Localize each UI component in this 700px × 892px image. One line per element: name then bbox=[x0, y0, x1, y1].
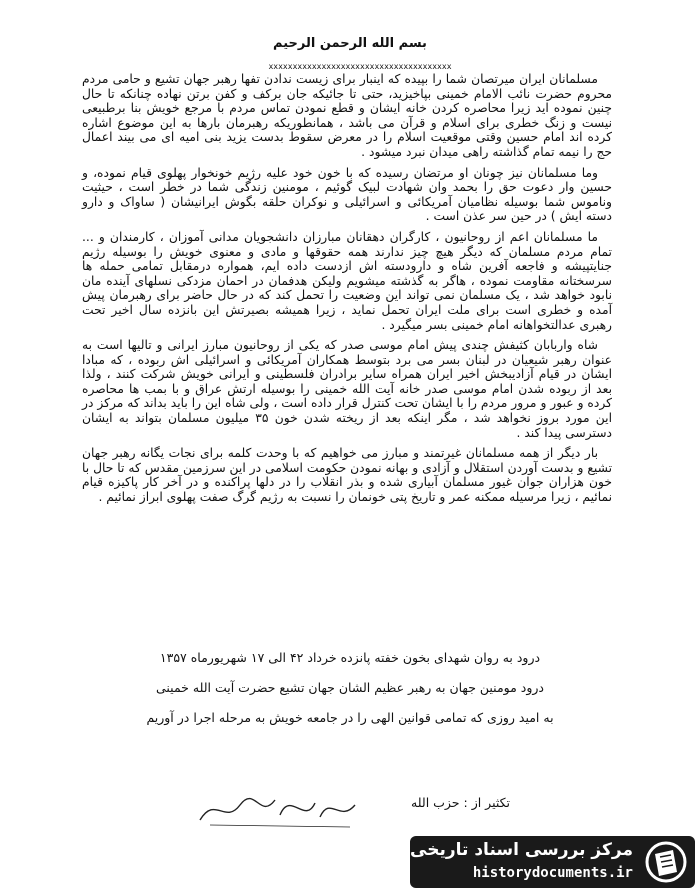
paragraph: شاه واربابان کثیفش چندی پیش امام موسی صدر که یکی از روحانیون مبارز ایرانی و تالیها است به عنوان رهبر شیعیان در لبنان بسر می برد بتوسط همکاران آمریکائی و اسرائیلی اش ربوده ، که مبادا ایشان در قیام آزادیبخش اخیر ایران همراه سایر برادران فلسطینی و ایرانی خویش شرکت کنند ، ولذا بعد از ربوده شدن امام موسی صدر خانه آیت الله خمینی را بوسیله ارتش عراق و با بمب ها محاصره کرده و عبور و مرور مردم را با ایشان تحت کنترل قرار داده است ، ولی شاه این را باید بداند که مرکز در این مورد بروز نخواهد شد ، مگر اینکه بعد از ریخته شدن خون ۳۵ میلیون مسلمان بتواند به ایشان دسترسی پیدا کند . bbox=[82, 338, 612, 440]
paragraph: ما مسلمانان اعم از روحانیون ، کارگران دهقانان مبارزان دانشجویان مدانی آموزان ، کارمندان و ... تمام مردم مسلمان که دیگر هیچ چیز ندارند همه حقوقها و مادی و معنوی خویش را بوسیله رژیم جنایتپیشه و فاجعه آفرین شاه و دارودسته اش ازدست داده ایم، همواره درمقابل تمامی حمله ها سرسختانه مقاومت نموده ، هاگر به گذشته میشویم ولیکن هدفمان در احمان مزدکی نسلهای آینده مان نابود خواهد شد ، یک مسلمان نمی تواند این وضعیت را تحمل کند که در حال حاضر برای رهبرمان پیش آمده و خطری است برای ملت ایران تحمل نماید ، زیرا همیشه بصیرتش این بانزده سال اخیر تحت رهبری عدالتخواهانه امام خمینی بسر میگیرد . bbox=[82, 229, 612, 332]
archive-emblem-icon bbox=[643, 840, 689, 884]
closing-line: به امید روزی که تمامی قوانین الهی را در جامعه خویش به مرحله اجرا در آوریم bbox=[146, 710, 554, 725]
document-body bbox=[82, 72, 612, 511]
archive-watermark bbox=[410, 836, 695, 888]
watermark-website: historydocuments.ir bbox=[472, 865, 633, 881]
document-heading: بسم الله الرحمن الرحیم bbox=[273, 36, 427, 51]
closing-line: درود به روان شهدای بخون خفته پانزده خرداد ۴۲ الی ۱۷ شهریورماه ۱۳۵۷ bbox=[159, 650, 541, 665]
paragraph: مسلمانان ایران میرتصان شما را بپیده که اینبار برای زیست ندادن تفها رهبر جهان تشیع و حامی مردم محروم حضرت نائب الامام خمینی بپاخیزید، حتی تا جائیکه جان برکف و کفن برتن نهاده چنانکه تا حال چنین نموده اید زیرا محاصره کردن خانه ایشان و قطع نمودن تماس مردم با مرجع خویش بنا برطبیعی نیست و زنگ خطری برای اسلام و قرآن می باشد ، همانطوریکه رهبرمان بارها به این موضوع اشاره کرده اند امام حسین وقتی موقعیت اسلام را در معرض سقوط بدست یزید بنی امیه ای می بیند اعمال حج را نیمه تمام گذاشته راهی میدان نبرد میشود . bbox=[82, 72, 612, 159]
closing-salutations bbox=[80, 650, 620, 740]
closing-line: درود مومنین جهان به رهبر عظیم الشان جهان تشیع حضرت آیت الله خمینی bbox=[155, 680, 544, 695]
watermark-organization: مرکز بررسی اسناد تاریخی bbox=[410, 840, 633, 860]
heading-underline: xxxxxxxxxxxxxxxxxxxxxxxxxxxxxxxxxxxxxx bbox=[268, 62, 452, 71]
paragraph: بار دیگر از همه مسلمانان غیرتمند و مبارز می خواهیم که با وحدت کلمه برای نجات یگانه رهبر جهان تشیع و بدست آوردن استقلال و آزادی و بهانه نمودن حکومت اسلامی در این سرزمین مقدس که تا حال با خون هزاران جوان غیور مسلمان آبیاری شده و بذر انقلاب را در دلها پراکنده و در آخر کار پاکیزه قیام نمائیم ، زیرا مرسیله ممکنه عمر و تاریخ پتی خونمان را نسبت به رژیم گرگ صفت پهلوی ابراز نمائیم . bbox=[82, 446, 612, 505]
signature-block bbox=[190, 785, 510, 835]
paragraph: وما مسلمانان نیز چونان او مرتضان رسیده که با خون خود علیه رژیم خونخوار پهلوی قیام نموده، و حسین وار دعوت حق را بحمد وان شهادت لبیک گوئیم ، مومنین زندگی شما در خطر است ، حیثیت وناموس شما بوسیله نظامیان آمریکائی و اسرائیلی و نوکران حلقه بگوش ایرانیشان ( ساواک و دارو دسته ایش ) در حین سر عذن است . bbox=[82, 165, 612, 224]
handwritten-signature-icon bbox=[190, 785, 370, 835]
signature-label: تکثیر از : حزب الله bbox=[411, 795, 510, 810]
